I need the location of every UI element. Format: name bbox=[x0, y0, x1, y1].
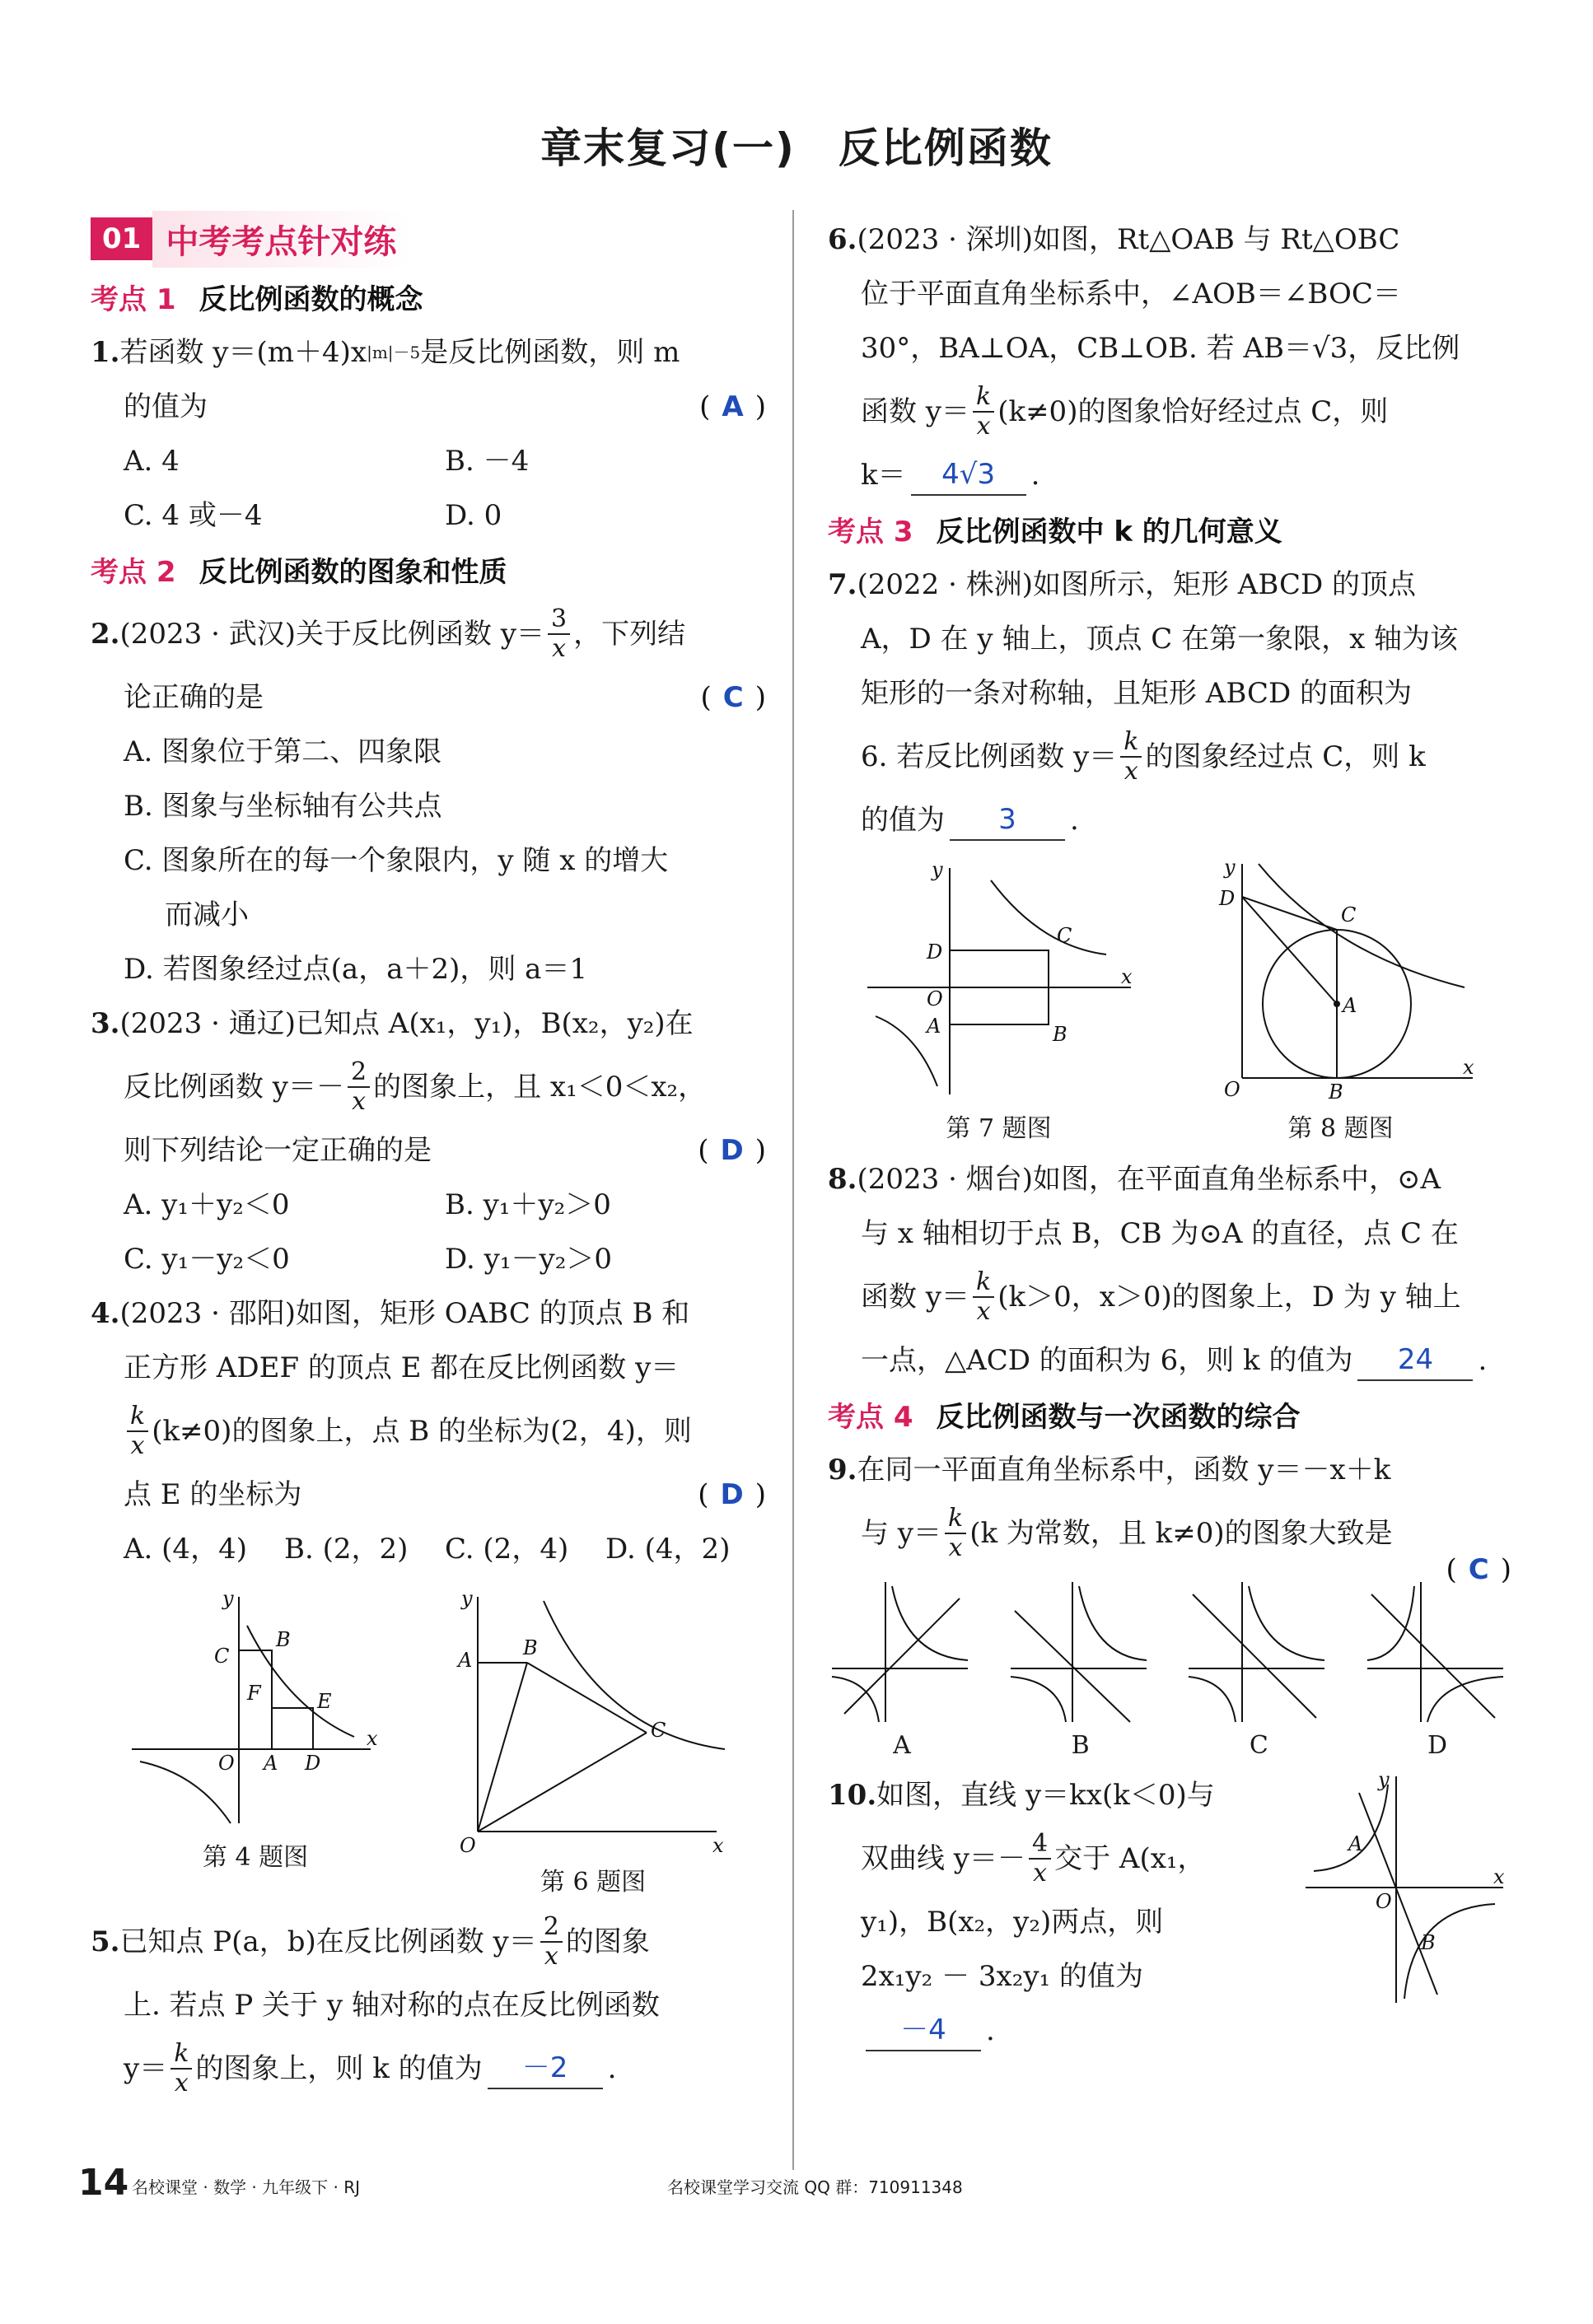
question-text: y₁)，B(x₂，y₂)两点，则 bbox=[861, 1906, 1164, 1939]
svg-text:D: D bbox=[305, 1752, 321, 1775]
option: A. y₁＋y₂＜0 bbox=[124, 1188, 290, 1221]
option: B. 图象与坐标轴有公共点 bbox=[124, 790, 442, 823]
figure-caption: 第 7 题图 bbox=[946, 1114, 1052, 1143]
question-number: 9. bbox=[828, 1454, 857, 1486]
fraction: $\frac{k}{x}$ bbox=[945, 1505, 966, 1562]
question-number: 1. bbox=[91, 336, 120, 369]
option-label: A bbox=[893, 1731, 911, 1760]
answer-blank: 24 bbox=[1357, 1340, 1473, 1381]
svg-text:A: A bbox=[1342, 994, 1357, 1017]
answer-blank: －2 bbox=[488, 2048, 603, 2089]
option: B. y₁＋y₂＞0 bbox=[445, 1188, 611, 1221]
svg-text:y: y bbox=[461, 1587, 473, 1610]
option: C. y₁－y₂＜0 bbox=[124, 1243, 290, 1276]
q9-option-a bbox=[828, 1578, 976, 1760]
question-text: 的图象 bbox=[565, 1925, 650, 1958]
question-9-options bbox=[828, 1578, 1511, 1760]
svg-text:E: E bbox=[317, 1690, 332, 1713]
q9-option-d bbox=[1363, 1578, 1511, 1760]
svg-text:F: F bbox=[247, 1682, 261, 1705]
figures-7-8 bbox=[828, 856, 1511, 1144]
question-text: (2023 · 深圳)如图，Rt△OAB 与 Rt△OBC bbox=[857, 223, 1400, 256]
svg-text:B: B bbox=[276, 1628, 291, 1651]
answer-blank: －4 bbox=[866, 2010, 981, 2051]
answer-bracket: ( A ) bbox=[699, 390, 766, 423]
section-number: 01 bbox=[91, 217, 152, 260]
figure-8 bbox=[1201, 856, 1481, 1144]
knowledge-point-3 bbox=[828, 509, 1511, 549]
kp-tag: 考点 3 bbox=[828, 516, 913, 548]
question-text: 30°，BA⊥OA，CB⊥OB. 若 AB＝√3，反比例 bbox=[861, 332, 1460, 365]
question-text: (2023 · 烟台)如图，在平面直角坐标系中，⊙A bbox=[857, 1163, 1441, 1196]
option: D. 若图象经过点(a，a＋2)，则 a＝1 bbox=[124, 953, 588, 986]
option: C. (2，4) bbox=[445, 1533, 569, 1566]
svg-text:x: x bbox=[1462, 1056, 1474, 1079]
q9-option-b bbox=[1007, 1578, 1155, 1760]
question-text: 的值为 bbox=[861, 804, 945, 837]
question-number: 6. bbox=[828, 223, 857, 256]
question-1 bbox=[91, 325, 766, 543]
figure-6 bbox=[453, 1584, 733, 1897]
question-text: 矩形的一条对称轴，且矩形 ABCD 的面积为 bbox=[861, 677, 1413, 710]
question-text: (k≠0)的图象恰好经过点 C，则 bbox=[997, 395, 1389, 428]
question-6: 6. (2023 · 深圳)如图，Rt△OAB 与 Rt△OBC 位于平面直角坐标系中，∠AOB＝∠BOC＝ 30°，BA⊥OA，CB⊥OB. 若 AB＝√3，反比例 函数 y＝ $\frac{k}{x}$ (k≠0)的图象恰好经过点 C，则 k＝ 4√3 . bbox=[828, 212, 1511, 502]
figure-caption: 第 8 题图 bbox=[1287, 1114, 1394, 1143]
option: C. 图象所在的每一个象限内，y 随 x 的增大 bbox=[124, 844, 669, 877]
figure-8-diagram bbox=[1201, 856, 1481, 1103]
option-label: C bbox=[1249, 1731, 1268, 1760]
svg-text:B: B bbox=[1328, 1080, 1343, 1103]
figure-7-diagram bbox=[859, 856, 1139, 1103]
question-text: (2022 · 株洲)如图所示，矩形 ABCD 的顶点 bbox=[857, 568, 1417, 601]
book-info: 名校课堂 · 数学 · 九年级下 · RJ bbox=[132, 2177, 361, 2197]
option: C. 4 或－4 bbox=[124, 499, 263, 532]
answer: A bbox=[722, 390, 744, 423]
q9-graph-a bbox=[828, 1578, 976, 1726]
svg-text:B: B bbox=[1052, 1023, 1067, 1046]
kp-title: 反比例函数的概念 bbox=[199, 283, 423, 316]
option: D. (4，2) bbox=[605, 1533, 731, 1566]
answer: C bbox=[722, 681, 744, 714]
svg-text:B: B bbox=[1421, 1931, 1436, 1954]
figure-6-diagram bbox=[453, 1584, 733, 1856]
svg-text:C: C bbox=[651, 1719, 666, 1742]
svg-text:A: A bbox=[264, 1752, 278, 1775]
answer-blank: 3 bbox=[950, 800, 1065, 841]
section-title: 中考考点针对练 bbox=[152, 211, 409, 268]
question-text: 双曲线 y＝－ bbox=[861, 1842, 1026, 1875]
question-number: 2. bbox=[91, 618, 120, 651]
question-text: 则下列结论一定正确的是 bbox=[124, 1134, 432, 1167]
question-text: 与 x 轴相切于点 B，CB 为⊙A 的直径，点 C 在 bbox=[861, 1217, 1459, 1250]
question-4 bbox=[91, 1286, 766, 1576]
svg-text:D: D bbox=[1218, 887, 1235, 910]
question-8: 8. (2023 · 烟台)如图，在平面直角坐标系中，⊙A 与 x 轴相切于点 B，CB 为⊙A 的直径，点 C 在 函数 y＝ $\frac{k}{x}$ (k＞0，x＞0)的图象上，D 为 y 轴上 一点，△ACD 的面积为 6，则 k 的值为 24 . bbox=[828, 1152, 1511, 1388]
question-number: 8. bbox=[828, 1163, 857, 1196]
svg-text:x: x bbox=[1120, 965, 1133, 988]
option: B. (2，2) bbox=[284, 1533, 409, 1566]
svg-text:y: y bbox=[222, 1587, 234, 1610]
option: D. y₁－y₂＞0 bbox=[445, 1243, 612, 1276]
answer-bracket: ( C ) bbox=[700, 681, 766, 714]
question-text: ，下列结 bbox=[573, 618, 686, 651]
option: A. 图象位于第二、四象限 bbox=[124, 735, 442, 768]
question-text: (2023 · 武汉)关于反比例函数 y＝ bbox=[119, 618, 544, 651]
q9-graph-b bbox=[1007, 1578, 1155, 1726]
figure-7 bbox=[859, 856, 1139, 1144]
question-text: 的图象上，则 k 的值为 bbox=[195, 2052, 483, 2085]
fraction: $\frac{4}{x}$ bbox=[1029, 1830, 1051, 1888]
svg-text:O: O bbox=[926, 987, 943, 1010]
question-text: (k 为常数，且 k≠0)的图象大致是 bbox=[969, 1517, 1393, 1550]
figure-4-diagram bbox=[124, 1584, 387, 1832]
question-number: 10. bbox=[828, 1779, 877, 1812]
svg-text:A: A bbox=[926, 1015, 941, 1038]
question-text: 是反比例函数，则 m bbox=[420, 336, 680, 369]
kp-title: 反比例函数中 k 的几何意义 bbox=[936, 516, 1282, 548]
kp-title: 反比例函数与一次函数的综合 bbox=[936, 1401, 1301, 1434]
question-text: (2023 · 通辽)已知点 A(x₁，y₁)，B(x₂，y₂)在 bbox=[119, 1007, 694, 1040]
question-number: 3. bbox=[91, 1007, 120, 1040]
answer-bracket: ( D ) bbox=[698, 1134, 766, 1167]
option: A. (4，4) bbox=[124, 1533, 247, 1566]
answer-bracket: ( C ) bbox=[1446, 1553, 1511, 1586]
fraction: $\frac{k}{x}$ bbox=[1120, 728, 1142, 786]
svg-text:A: A bbox=[1348, 1832, 1363, 1855]
question-number: 7. bbox=[828, 568, 857, 601]
question-text: (k≠0)的图象上，点 B 的坐标为(2，4)，则 bbox=[152, 1415, 692, 1448]
kp-tag: 考点 4 bbox=[828, 1401, 913, 1434]
question-text: 的值为 bbox=[124, 390, 208, 423]
option-continued: 而减小 bbox=[165, 898, 249, 931]
svg-text:A: A bbox=[458, 1649, 473, 1672]
answer: D bbox=[720, 1478, 744, 1511]
question-text: 上. 若点 P 关于 y 轴对称的点在反比例函数 bbox=[124, 1989, 660, 2022]
figure-10-diagram bbox=[1297, 1768, 1511, 2007]
q9-graph-c bbox=[1184, 1578, 1333, 1726]
question-text: 位于平面直角坐标系中，∠AOB＝∠BOC＝ bbox=[861, 278, 1401, 310]
question-number: 5. bbox=[91, 1925, 120, 1958]
question-number: 4. bbox=[91, 1297, 120, 1330]
svg-text:D: D bbox=[926, 940, 942, 964]
question-text: 反比例函数 y＝－ bbox=[124, 1071, 345, 1104]
question-3 bbox=[91, 996, 766, 1286]
question-10: 10. 如图，直线 y＝kx(k＜0)与 双曲线 y＝－ $\frac{4}{x}$ 交于 A(x₁， y₁)，B(x₂，y₂)两点，则 2x₁y₂ － 3x₂y₁ 的值为 －4 . x y O A B bbox=[828, 1768, 1511, 2058]
question-text: A，D 在 y 轴上，顶点 C 在第一象限，x 轴为该 bbox=[861, 623, 1459, 656]
answer: C bbox=[1468, 1553, 1489, 1586]
page-title: 章末复习(一) 反比例函数 bbox=[540, 124, 1053, 172]
svg-text:y: y bbox=[1223, 856, 1236, 879]
question-text: y＝ bbox=[124, 2052, 168, 2085]
left-column bbox=[91, 212, 766, 2105]
knowledge-point-2 bbox=[91, 549, 766, 590]
answer-bracket: ( D ) bbox=[698, 1478, 766, 1511]
svg-text:C: C bbox=[1056, 924, 1072, 947]
question-text: k＝ bbox=[861, 459, 906, 492]
figure-caption: 第 4 题图 bbox=[202, 1843, 309, 1872]
question-text: 一点，△ACD 的面积为 6，则 k 的值为 bbox=[861, 1344, 1353, 1377]
question-text: 论正确的是 bbox=[124, 681, 264, 714]
question-7: 7. (2022 · 株洲)如图所示，矩形 ABCD 的顶点 A，D 在 y 轴上，顶点 C 在第一象限，x 轴为该 矩形的一条对称轴，且矩形 ABCD 的面积为 6. 若反比例函数 y＝ $\frac{k}{x}$ 的图象经过点 C，则 k 的值为 3 . bbox=[828, 558, 1511, 847]
q9-option-c bbox=[1184, 1578, 1333, 1760]
question-9 bbox=[828, 1443, 1511, 1586]
svg-text:y: y bbox=[931, 858, 943, 881]
svg-text:x: x bbox=[367, 1727, 378, 1750]
question-text: 已知点 P(a，b)在反比例函数 y＝ bbox=[119, 1925, 537, 1958]
figure-caption: 第 6 题图 bbox=[540, 1868, 647, 1897]
svg-text:B: B bbox=[523, 1636, 538, 1659]
question-text: 6. 若反比例函数 y＝ bbox=[861, 740, 1118, 773]
svg-text:O: O bbox=[218, 1752, 235, 1775]
question-text: 如图，直线 y＝kx(k＜0)与 bbox=[876, 1779, 1215, 1812]
exponent: |m|－5 bbox=[367, 343, 421, 362]
q9-graph-d bbox=[1363, 1578, 1511, 1726]
svg-text:x: x bbox=[1493, 1865, 1505, 1888]
right-column bbox=[828, 212, 1511, 2058]
question-text: 正方形 ADEF 的顶点 E 都在反比例函数 y＝ bbox=[124, 1351, 680, 1384]
fraction: $\frac{2}{x}$ bbox=[540, 1913, 563, 1971]
fraction: $\frac{3}{x}$ bbox=[548, 605, 570, 663]
figure-4 bbox=[124, 1584, 387, 1897]
question-text: (k＞0，x＞0)的图象上，D 为 y 轴上 bbox=[997, 1281, 1461, 1314]
fraction: $\frac{k}{x}$ bbox=[127, 1402, 148, 1460]
option-label: D bbox=[1427, 1731, 1447, 1760]
fraction: $\frac{k}{x}$ bbox=[973, 383, 994, 441]
question-text: 在同一平面直角坐标系中，函数 y＝－x＋k bbox=[857, 1454, 1391, 1486]
option: D. 0 bbox=[445, 499, 502, 532]
question-text: 函数 y＝ bbox=[861, 395, 970, 428]
kp-tag: 考点 2 bbox=[91, 556, 176, 589]
question-text: 点 E 的坐标为 bbox=[124, 1478, 302, 1511]
kp-tag: 考点 1 bbox=[91, 283, 176, 316]
figures-4-6 bbox=[91, 1584, 766, 1897]
option: A. 4 bbox=[124, 445, 180, 478]
svg-text:O: O bbox=[1376, 1890, 1392, 1913]
answer: D bbox=[720, 1134, 744, 1167]
kp-title: 反比例函数的图象和性质 bbox=[199, 556, 507, 589]
svg-text:y: y bbox=[1378, 1768, 1390, 1791]
question-5: 5. 已知点 P(a，b)在反比例函数 y＝ $\frac{2}{x}$ 的图象 上. 若点 P 关于 y 轴对称的点在反比例函数 y＝ $\frac{k}{x}$ 的图象上，则 k 的值为 －2 . bbox=[91, 1912, 660, 2098]
svg-text:C: C bbox=[214, 1645, 230, 1668]
question-text: 2x₁y₂ － 3x₂y₁ 的值为 bbox=[861, 1960, 1143, 1993]
fraction: $\frac{k}{x}$ bbox=[171, 2040, 192, 2098]
option: B. －4 bbox=[445, 445, 530, 478]
question-text: 若函数 y＝(m＋4)x bbox=[119, 336, 367, 369]
svg-text:C: C bbox=[1340, 903, 1356, 926]
footer-contact: 名校课堂学习交流 QQ 群：710911348 bbox=[667, 2177, 963, 2197]
fraction: $\frac{k}{x}$ bbox=[973, 1268, 994, 1326]
answer-blank: 4√3 bbox=[911, 455, 1026, 496]
knowledge-point-1 bbox=[91, 277, 766, 317]
fraction: $\frac{2}{x}$ bbox=[348, 1058, 370, 1116]
question-text: 与 y＝ bbox=[861, 1517, 942, 1550]
question-text: 函数 y＝ bbox=[861, 1281, 970, 1314]
column-divider bbox=[792, 210, 794, 2170]
svg-text:O: O bbox=[1223, 1078, 1240, 1101]
svg-text:O: O bbox=[460, 1834, 476, 1856]
section-banner bbox=[91, 212, 766, 265]
knowledge-point-4 bbox=[828, 1394, 1511, 1435]
svg-text:x: x bbox=[712, 1834, 724, 1856]
page-number: 14 bbox=[78, 2162, 129, 2204]
question-text: 交于 A(x₁， bbox=[1054, 1842, 1206, 1875]
question-text: 的图象上，且 x₁＜0＜x₂， bbox=[373, 1071, 707, 1104]
question-text: 的图象经过点 C，则 k bbox=[1145, 740, 1426, 773]
option-label: B bbox=[1071, 1731, 1090, 1760]
question-2 bbox=[91, 598, 766, 996]
question-text: (2023 · 邵阳)如图，矩形 OABC 的顶点 B 和 bbox=[119, 1297, 690, 1330]
